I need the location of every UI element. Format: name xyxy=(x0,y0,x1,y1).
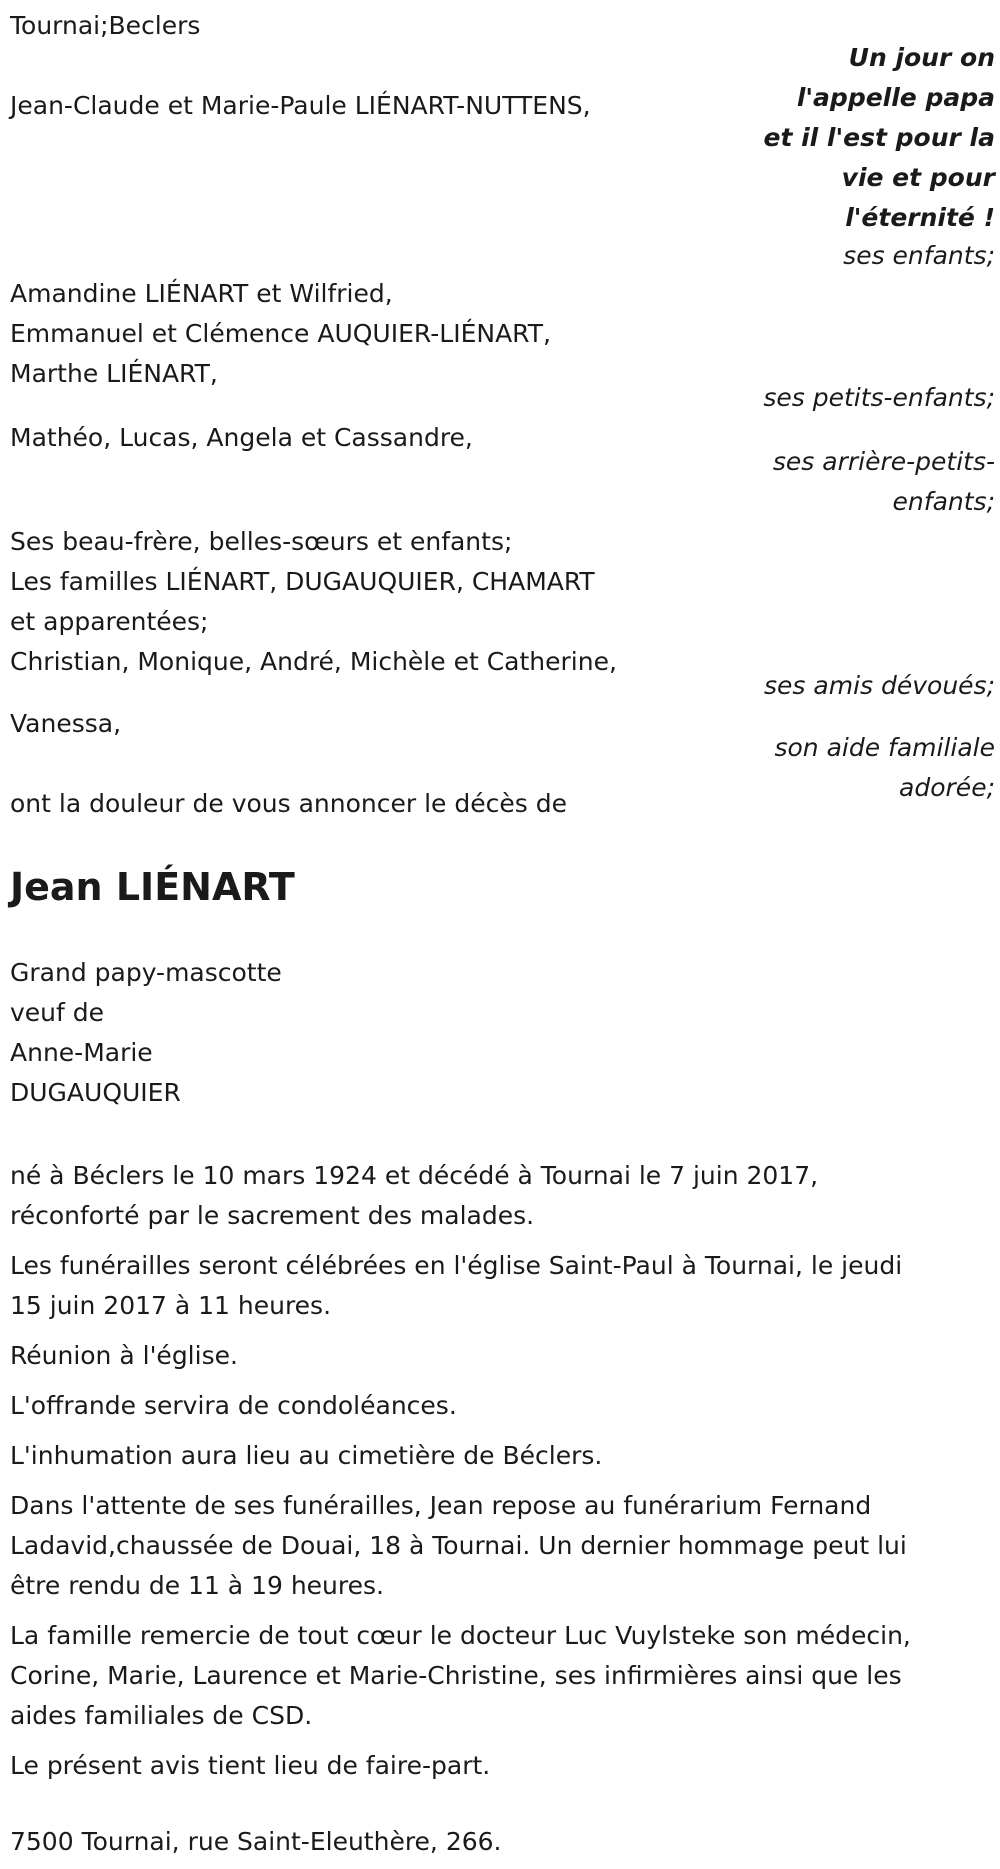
relatives-line: et apparentées; xyxy=(10,607,209,636)
grandchildren-name: Emmanuel et Clémence AUQUIER-LIÉNART, xyxy=(10,319,551,348)
children-names: Jean-Claude et Marie-Paule LIÉNART-NUTTENS, xyxy=(10,91,591,120)
viewing-line: Dans l'attente de ses funérailles, Jean repose au funérarium Fernand xyxy=(10,1491,872,1520)
thanks-line: Corine, Marie, Laurence et Marie-Christine, ses infirmières ainsi que les xyxy=(10,1661,902,1690)
quote-line: l'éternité ! xyxy=(845,203,995,232)
friends-names: Christian, Monique, André, Michèle et Catherine, xyxy=(10,647,617,676)
grandchildren-name: Marthe LIÉNART, xyxy=(10,359,218,388)
deceased-description: veuf de xyxy=(10,998,105,1027)
helper-role: adorée; xyxy=(899,773,995,802)
deceased-name: Jean LIÉNART xyxy=(10,865,295,909)
announcement: ont la douleur de vous annoncer le décès de xyxy=(10,789,567,818)
burial-line: L'inhumation aura lieu au cimetière de Béclers. xyxy=(10,1441,603,1470)
thanks-line: La famille remercie de tout cœur le docteur Luc Vuylsteke son médecin, xyxy=(10,1621,911,1650)
birth-death-line: né à Béclers le 10 mars 1924 et décédé à Tournai le 7 juin 2017, xyxy=(10,1161,819,1190)
grandchildren-name: Amandine LIÉNART et Wilfried, xyxy=(10,279,393,308)
quote-line: vie et pour xyxy=(841,163,995,192)
relatives-line: Les familles LIÉNART, DUGAUQUIER, CHAMART xyxy=(10,567,595,596)
meeting-line: Réunion à l'église. xyxy=(10,1341,238,1370)
great-grandchildren-role: enfants; xyxy=(892,487,995,516)
funeral-line: Les funérailles seront célébrées en l'église Saint-Paul à Tournai, le jeudi xyxy=(10,1251,903,1280)
quote-line: et il l'est pour la xyxy=(763,123,995,152)
great-grandchildren-names: Mathéo, Lucas, Angela et Cassandre, xyxy=(10,423,473,452)
deceased-description: Anne-Marie xyxy=(10,1038,153,1067)
location-header: Tournai;Beclers xyxy=(10,11,201,40)
deceased-description: DUGAUQUIER xyxy=(10,1078,181,1107)
thanks-line: aides familiales de CSD. xyxy=(10,1701,313,1730)
quote-line: Un jour on xyxy=(848,43,995,72)
helper-name: Vanessa, xyxy=(10,709,122,738)
deceased-description: Grand papy-mascotte xyxy=(10,958,282,987)
offering-line: L'offrande servira de condoléances. xyxy=(10,1391,457,1420)
children-role: ses enfants; xyxy=(843,241,995,270)
address-line: 7500 Tournai, rue Saint-Eleuthère, 266. xyxy=(10,1827,502,1856)
birth-death-line: réconforté par le sacrement des malades. xyxy=(10,1201,535,1230)
viewing-line: être rendu de 11 à 19 heures. xyxy=(10,1571,384,1600)
notice-line: Le présent avis tient lieu de faire-part. xyxy=(10,1751,491,1780)
grandchildren-role: ses petits-enfants; xyxy=(763,383,995,412)
funeral-line: 15 juin 2017 à 11 heures. xyxy=(10,1291,332,1320)
helper-role: son aide familiale xyxy=(774,733,995,762)
friends-role: ses amis dévoués; xyxy=(764,671,995,700)
quote-line: l'appelle papa xyxy=(796,83,995,112)
great-grandchildren-role: ses arrière-petits- xyxy=(772,447,995,476)
viewing-line: Ladavid,chaussée de Douai, 18 à Tournai. Un dernier hommage peut lui xyxy=(10,1531,907,1560)
relatives-line: Ses beau-frère, belles-sœurs et enfants; xyxy=(10,527,513,556)
